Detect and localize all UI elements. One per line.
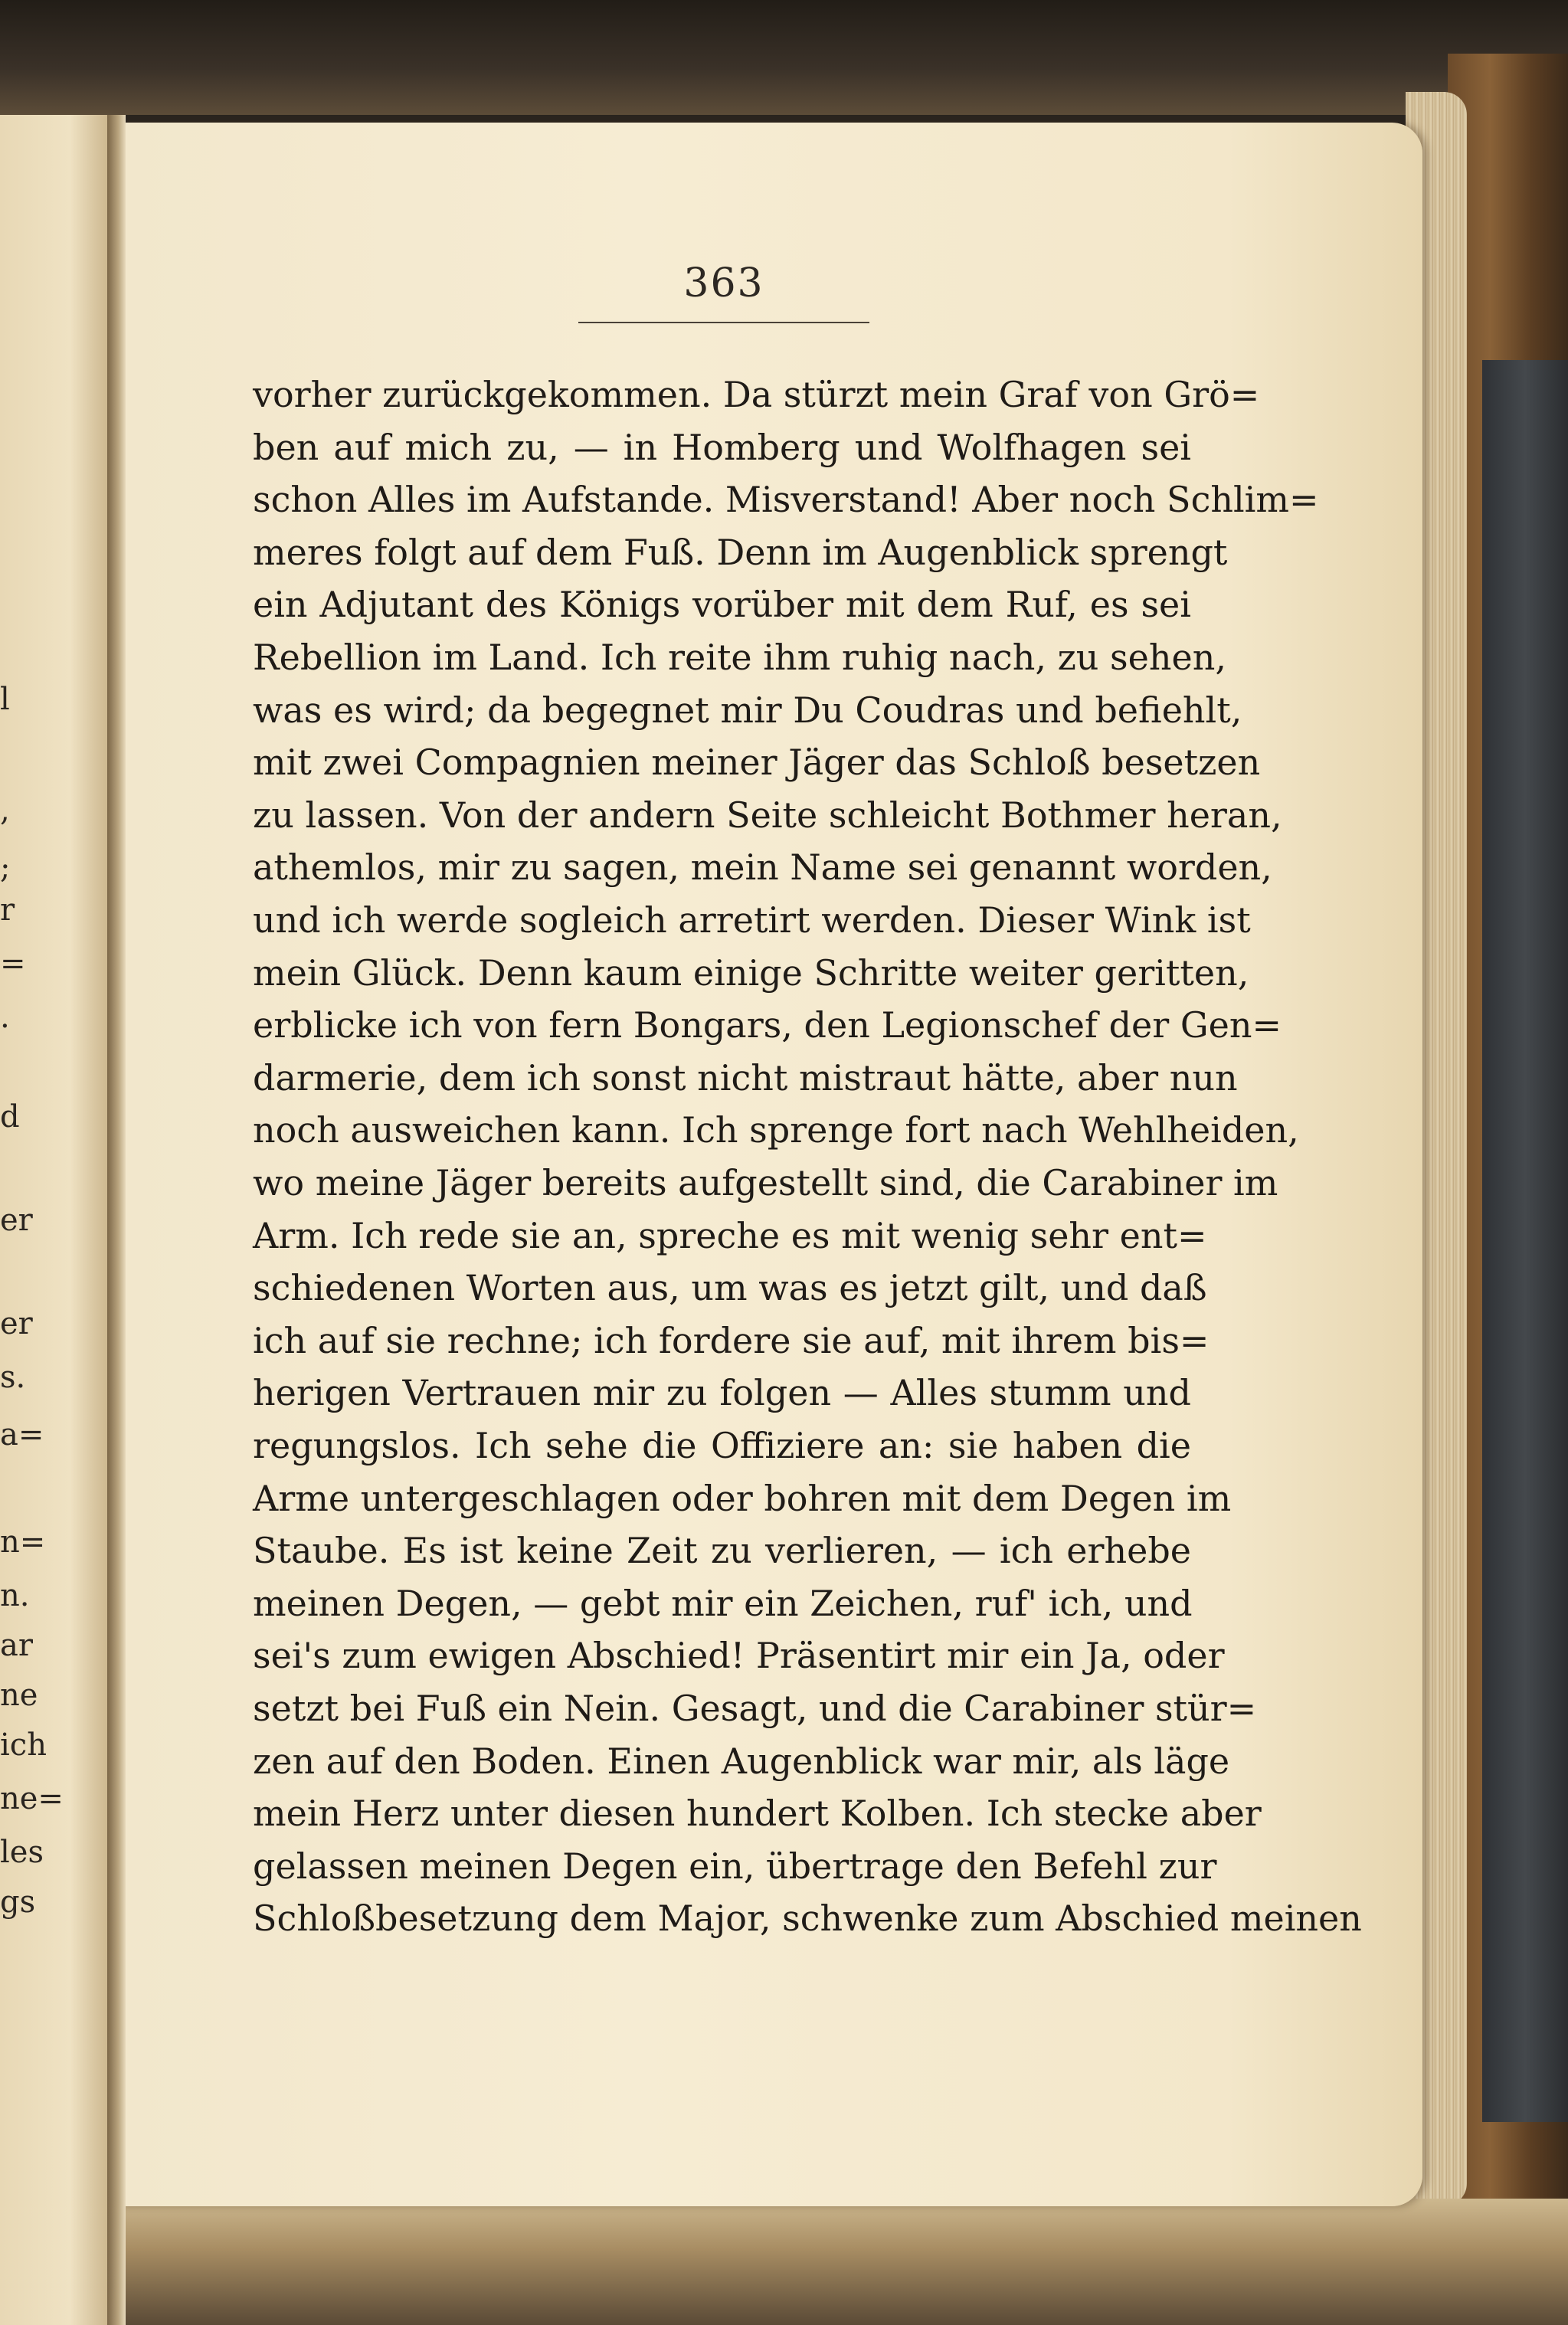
text-line: und ich werde sogleich arretirt werden. Dieser Wink ist [253, 899, 1251, 941]
text-line: Schloßbesetzung dem Major, schwenke zum Abschied meinen [253, 1898, 1362, 1939]
header-rule [578, 322, 869, 323]
text-line: mit zwei Compagnien meiner Jäger das Schloß besetzen [253, 742, 1261, 783]
text-line: vorher zurückgekommen. Da stürzt mein Graf von Grö= [253, 374, 1260, 415]
text-line: zu lassen. Von der andern Seite schleicht Bothmer heran, [253, 794, 1282, 836]
left-page-fragment: s. [0, 1360, 26, 1395]
text-line: sei's zum ewigen Abschied! Präsentirt mir ein Ja, oder [253, 1635, 1225, 1676]
left-page-fragment: ne [0, 1678, 38, 1713]
text-line: Staube. Es ist keine Zeit zu verlieren, — ich erhebe [253, 1530, 1191, 1571]
text-line: athemlos, mir zu sagen, mein Name sei genannt worden, [253, 846, 1272, 888]
text-line: herigen Vertrauen mir zu folgen — Alles stumm und [253, 1372, 1191, 1413]
left-page-fragment: er [0, 1306, 33, 1341]
background-top [0, 0, 1568, 115]
text-line: mein Herz unter diesen hundert Kolben. Ich stecke aber [253, 1793, 1262, 1834]
text-line: zen auf den Boden. Einen Augenblick war mir, als läge [253, 1740, 1230, 1782]
text-line: darmerie, dem ich sonst nicht mistraut hätte, aber nun [253, 1057, 1238, 1099]
book-gutter [107, 115, 126, 2325]
left-page-fragment: ; [0, 850, 11, 886]
left-page-fragment: r [0, 892, 15, 928]
left-page-fragment: = [0, 946, 26, 981]
text-line: Arme untergeschlagen oder bohren mit dem Degen im [253, 1478, 1232, 1519]
left-page-fragment: d [0, 1099, 20, 1135]
text-line: ben auf mich zu, — in Homberg und Wolfhagen sei [253, 427, 1191, 468]
text-line: schon Alles im Aufstande. Misverstand! Aber noch Schlim= [253, 479, 1319, 520]
book-cover-cloth [1482, 360, 1568, 2122]
text-line: erblicke ich von fern Bongars, den Legionschef der Gen= [253, 1004, 1282, 1046]
text-line: setzt bei Fuß ein Nein. Gesagt, und die Carabiner stür= [253, 1688, 1257, 1729]
background-bottom [116, 2199, 1568, 2325]
text-line: noch ausweichen kann. Ich sprenge fort nach Wehlheiden, [253, 1109, 1299, 1151]
left-page-fragment: n. [0, 1578, 30, 1613]
left-page-fragment: n= [0, 1524, 46, 1560]
text-line: ich auf sie rechne; ich fordere sie auf, mit ihrem bis= [253, 1320, 1210, 1361]
left-page-fragment: l [0, 682, 10, 717]
text-line: wo meine Jäger bereits aufgestellt sind, die Carabiner im [253, 1162, 1278, 1203]
left-page-fragment: ne= [0, 1781, 64, 1816]
left-page-fragment: ich [0, 1727, 47, 1763]
text-line: Arm. Ich rede sie an, spreche es mit wenig sehr ent= [253, 1215, 1207, 1256]
left-page-fragment: ar [0, 1628, 33, 1663]
left-page-fragment: . [0, 1000, 10, 1035]
left-page-fragment: a= [0, 1417, 44, 1452]
left-page-fragment: er [0, 1203, 33, 1238]
left-page-fragment: gs [0, 1885, 36, 1920]
text-line: meres folgt auf dem Fuß. Denn im Augenblick sprengt [253, 532, 1228, 573]
text-line: meinen Degen, — gebt mir ein Zeichen, ruf' ich, und [253, 1583, 1193, 1624]
text-line: regungslos. Ich sehe die Offiziere an: sie haben die [253, 1425, 1191, 1466]
text-line: was es wird; da begegnet mir Du Coudras und befiehlt, [253, 689, 1242, 731]
text-line: gelassen meinen Degen ein, übertrage den Befehl zur [253, 1845, 1217, 1887]
text-line: mein Glück. Denn kaum einige Schritte weiter geritten, [253, 952, 1249, 994]
page-number: 363 [683, 260, 764, 306]
text-line: Rebellion im Land. Ich reite ihm ruhig nach, zu sehen, [253, 637, 1226, 678]
left-page-fragment: les [0, 1835, 44, 1870]
text-line: schiedenen Worten aus, um was es jetzt gilt, und daß [253, 1267, 1207, 1308]
left-page-fragment: , [0, 793, 10, 828]
text-line: ein Adjutant des Königs vorüber mit dem Ruf, es sei [253, 584, 1191, 625]
